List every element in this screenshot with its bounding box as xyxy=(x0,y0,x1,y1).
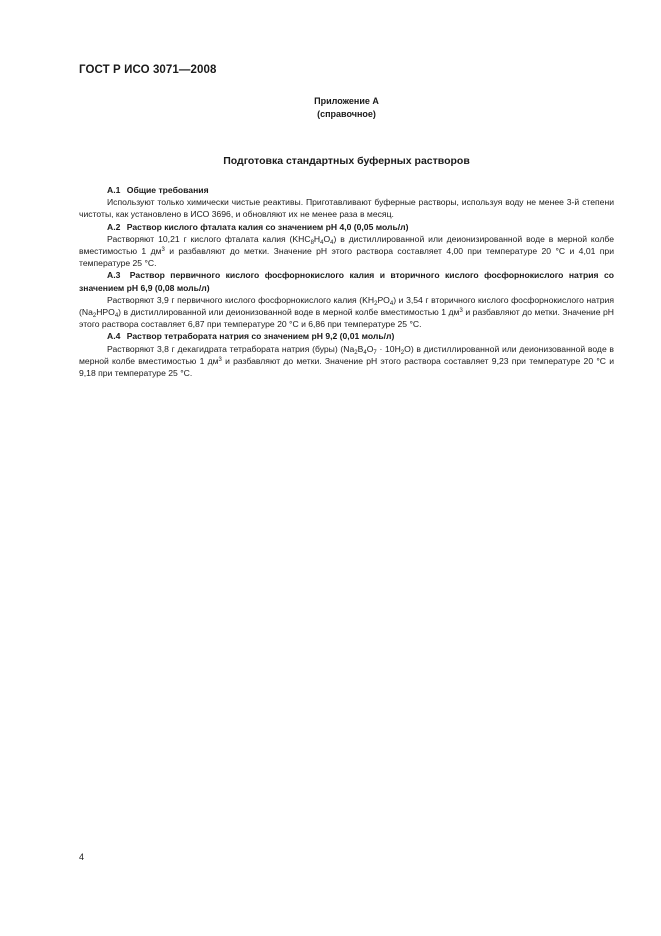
section-heading-text: Раствор тетрабората натрия со значением рН 9,2 (0,01 моль/л) xyxy=(126,331,395,342)
text-run: и разбавляют до метки. Значение рН этого раствора составляет 9,23 при температуре 20 °С и 9,18 при температуре 25 °С. xyxy=(79,355,614,379)
text-run: ) в дистиллированной или деионизованной воде в мерной колбе вместимостью 1 дм xyxy=(118,307,460,318)
document-body xyxy=(79,184,614,379)
annex-heading xyxy=(79,95,614,121)
section-a1-text: Используют только химически чистые реактивы. Приготавливают буферные растворы, используя воду не менее 3-й степени чистоты, как установлено в ИСО 3696, и обновляют их не менее раза в месяц. xyxy=(79,197,614,220)
subscript: 2 xyxy=(374,300,378,307)
section-number: А.3 xyxy=(107,270,121,281)
section-heading-text: Раствор первичного кислого фосфорнокислого калия и вторичного кислого фосфорнокислого натрия со значением рН 6,9 (0,08 моль/л) xyxy=(79,270,614,293)
subscript: 2 xyxy=(354,349,358,356)
subscript: 4 xyxy=(330,239,334,246)
text-run: Растворяют 3,8 г декагидрата тетрабората натрия (буры) (Na xyxy=(107,343,355,354)
superscript: 3 xyxy=(161,247,165,254)
section-number: А.1 xyxy=(107,185,121,195)
text-run: ) и 3,54 г вторичного кислого фосфорнокислого натрия (Na xyxy=(79,294,614,318)
subscript: 2 xyxy=(400,349,405,356)
annex-kind: (справочное) xyxy=(317,109,376,119)
section-a3-text xyxy=(79,294,614,331)
section-a1-heading xyxy=(79,184,614,196)
text-run: O xyxy=(366,343,374,354)
section-heading-text: Раствор кислого фталата калия со значением рН 4,0 (0,05 моль/л) xyxy=(126,221,409,232)
superscript: 3 xyxy=(218,356,222,363)
section-a2-text xyxy=(79,233,614,270)
section-a2-heading xyxy=(79,221,614,233)
section-a4-heading xyxy=(79,330,614,342)
text-run: и разбавляют до метки. Значение рН этого раствора составляет 6,87 при температуре 20 °С и 6,86 при температуре 25 °С. xyxy=(79,307,614,330)
text-run: и разбавляют до метки. Значение рН этого раствора составляет 4,00 при температуре 20 °С и 4,01 при температуре 25 °С. xyxy=(79,246,615,269)
subscript: 4 xyxy=(114,313,119,320)
text-run: Растворяют 3,9 г первичного кислого фосфорнокислого калия (KH xyxy=(107,294,375,305)
section-number: А.2 xyxy=(107,221,121,232)
subscript: 4 xyxy=(363,349,367,356)
section-a3-heading xyxy=(79,269,614,293)
text-run: O xyxy=(323,233,331,244)
annex-label: Приложение А xyxy=(314,96,379,106)
text-run: HPO xyxy=(96,307,115,318)
text-run: Растворяют 10,21 г кислого фталата калия (KHC xyxy=(107,233,311,244)
text-run: O) в дистиллированной или деионизованной воде в мерной колбе вместимостью 1 дм xyxy=(79,343,614,366)
text-run: ) в дистиллированной или деионизированной воде в мерной колбе вместимостью 1 дм xyxy=(79,233,614,257)
text-run: PO xyxy=(377,294,390,305)
subscript: 7 xyxy=(373,349,377,356)
section-number: А.4 xyxy=(107,331,121,342)
text-run: H xyxy=(313,233,321,244)
superscript: 3 xyxy=(459,308,463,315)
page-number: 4 xyxy=(79,852,85,862)
text-run: B xyxy=(357,343,364,354)
section-a4-text xyxy=(79,343,614,380)
section-heading-text: Общие требования xyxy=(126,185,209,195)
subscript: 4 xyxy=(320,239,324,246)
subscript: 4 xyxy=(389,300,394,307)
text-run: · 10H xyxy=(376,343,401,354)
document-code: ГОСТ Р ИСО 3071—2008 xyxy=(79,64,217,76)
annex-title: Подготовка стандартных буферных растворов xyxy=(223,155,470,167)
subscript: 2 xyxy=(92,313,97,320)
subscript: 8 xyxy=(310,239,314,246)
